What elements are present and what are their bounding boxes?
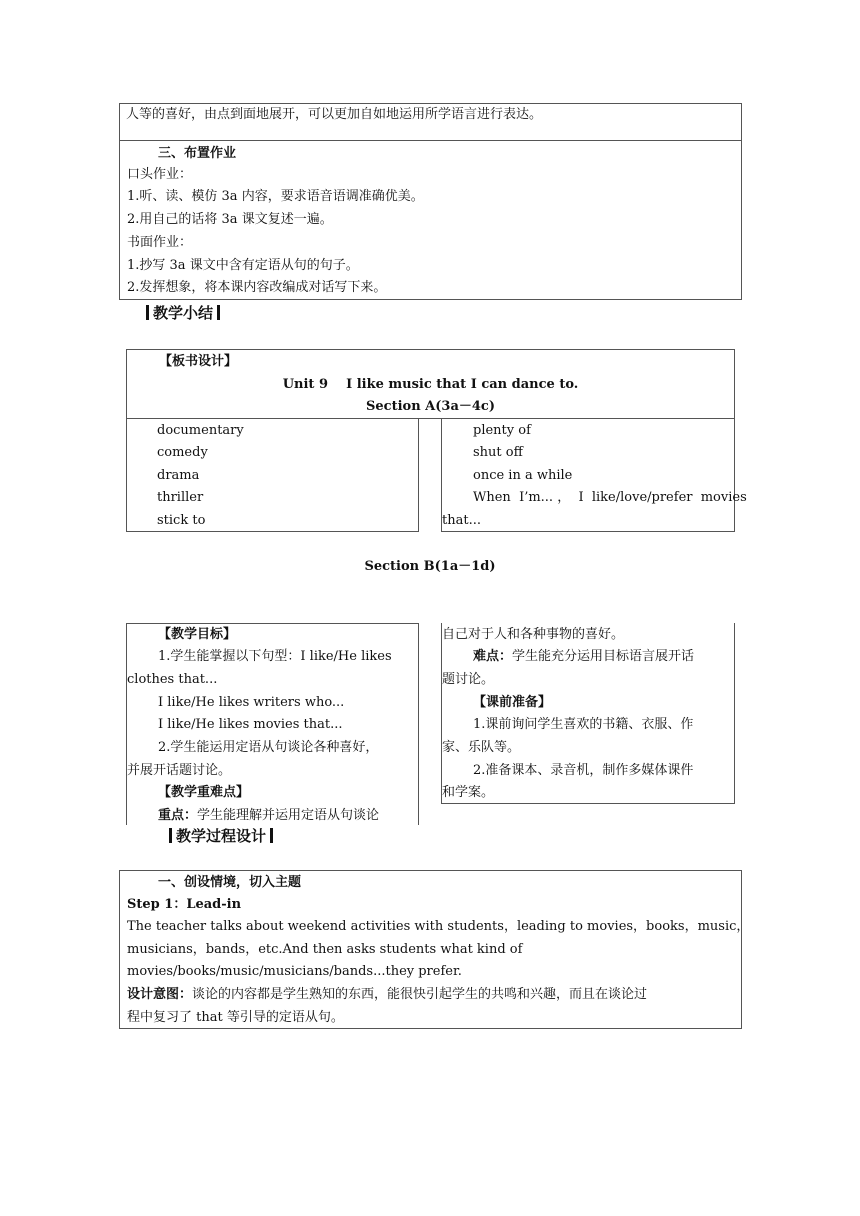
board-word: documentary — [157, 423, 244, 438]
board-word: thriller — [157, 490, 204, 505]
objective-pattern: I like/He likes writers who... — [158, 695, 345, 710]
heading-bar-right — [217, 305, 220, 320]
right-column-left-border — [441, 623, 442, 804]
board-section-a: Section A(3a－4c) — [366, 399, 495, 414]
process-step: Step 1：Lead-in — [127, 897, 242, 912]
board-phrase: plenty of — [473, 423, 531, 438]
process-paragraph: musicians，bands，etc.And then asks students what kind of — [127, 942, 523, 957]
process-heading-text: 教学过程设计 — [176, 827, 267, 845]
key-points-label: 【教学重难点】 — [158, 785, 250, 800]
board-sentence: When I’m... ， I like/love/prefer movies — [473, 490, 747, 505]
preparation-1-cont: 家、乐队等。 — [442, 740, 521, 755]
preparation-2-cont: 和学案。 — [442, 785, 495, 800]
preparation-label: 【课前准备】 — [473, 695, 552, 710]
board-word: drama — [157, 468, 200, 483]
right-column-right-border — [734, 623, 735, 804]
key-point-text: 学生能理解并运用定语从句谈论 — [197, 808, 380, 823]
continuation-text: 人等的喜好，由点到面地展开，可以更加自如地运用所学语言进行表达。 — [126, 107, 543, 122]
heading-bar-right — [270, 828, 273, 843]
preparation-1: 1.课前询问学生喜欢的书籍、衣服、作 — [473, 717, 694, 732]
oral-homework-label: 口头作业： — [127, 167, 193, 182]
objectives-label: 【教学目标】 — [158, 627, 237, 642]
key-point — [158, 805, 379, 827]
objective-pattern: I like/He likes movies that... — [158, 717, 343, 732]
homework-title: 三、布置作业 — [158, 146, 237, 161]
objective-1-cont: clothes that... — [127, 672, 218, 687]
difficult-point-label: 难点： — [473, 649, 513, 664]
board-phrase: shut off — [473, 445, 523, 460]
key-point-label: 重点： — [158, 808, 198, 823]
process-paragraph: movies/books/music/musicians/bands...they prefer. — [127, 964, 462, 979]
process-paragraph: The teacher talks about weekend activities with students，leading to movies，books，music， — [127, 919, 750, 934]
design-intent — [127, 984, 647, 1006]
summary-heading-text: 教学小结 — [153, 304, 214, 322]
design-intent-label: 设计意图： — [127, 987, 193, 1002]
difficult-point-text: 学生能充分运用目标语言展开话 — [512, 649, 695, 664]
board-word: comedy — [157, 445, 208, 460]
oral-homework-item-1: 1.听、读、模仿 3a 内容，要求语音语调准确优美。 — [127, 189, 424, 204]
key-point-cont: 自己对于人和各种事物的喜好。 — [442, 627, 625, 642]
written-homework-item-1: 1.抄写 3a 课文中含有定语从句的句子。 — [127, 258, 359, 273]
summary-heading — [142, 302, 224, 324]
written-homework-label: 书面作业： — [127, 235, 193, 250]
board-design-label: 【板书设计】 — [159, 354, 238, 369]
oral-homework-item-2: 2.用自己的话将 3a 课文复述一遍。 — [127, 212, 333, 227]
heading-bar-left — [169, 828, 172, 843]
board-unit-title: Unit 9 I like music that I can dance to. — [282, 377, 579, 392]
process-title: 一、创设情境，切入主题 — [158, 875, 302, 890]
objective-2-cont: 并展开话题讨论。 — [127, 763, 232, 778]
preparation-2: 2.准备课本、录音机，制作多媒体课件 — [473, 763, 694, 778]
board-phrase: once in a while — [473, 468, 573, 483]
left-column-left-border — [126, 623, 127, 825]
left-column-right-border — [418, 623, 419, 825]
difficult-point — [473, 646, 694, 668]
section-b-title: Section B(1a－1d) — [364, 559, 496, 574]
board-sentence-cont: that... — [442, 513, 481, 528]
objective-1: 1.学生能掌握以下句型：I like/He likes — [158, 649, 392, 664]
objective-2: 2.学生能运用定语从句谈论各种喜好， — [158, 740, 379, 755]
process-heading — [165, 825, 277, 847]
heading-bar-left — [146, 305, 149, 320]
design-intent-cont: 程中复习了 that 等引导的定语从句。 — [127, 1010, 344, 1025]
board-word: stick to — [157, 513, 206, 528]
design-intent-text: 谈论的内容都是学生熟知的东西，能很快引起学生的共鸣和兴趣，而且在谈论过 — [192, 987, 648, 1002]
difficult-point-cont: 题讨论。 — [442, 672, 495, 687]
written-homework-item-2: 2.发挥想象，将本课内容改编成对话写下来。 — [127, 280, 387, 295]
